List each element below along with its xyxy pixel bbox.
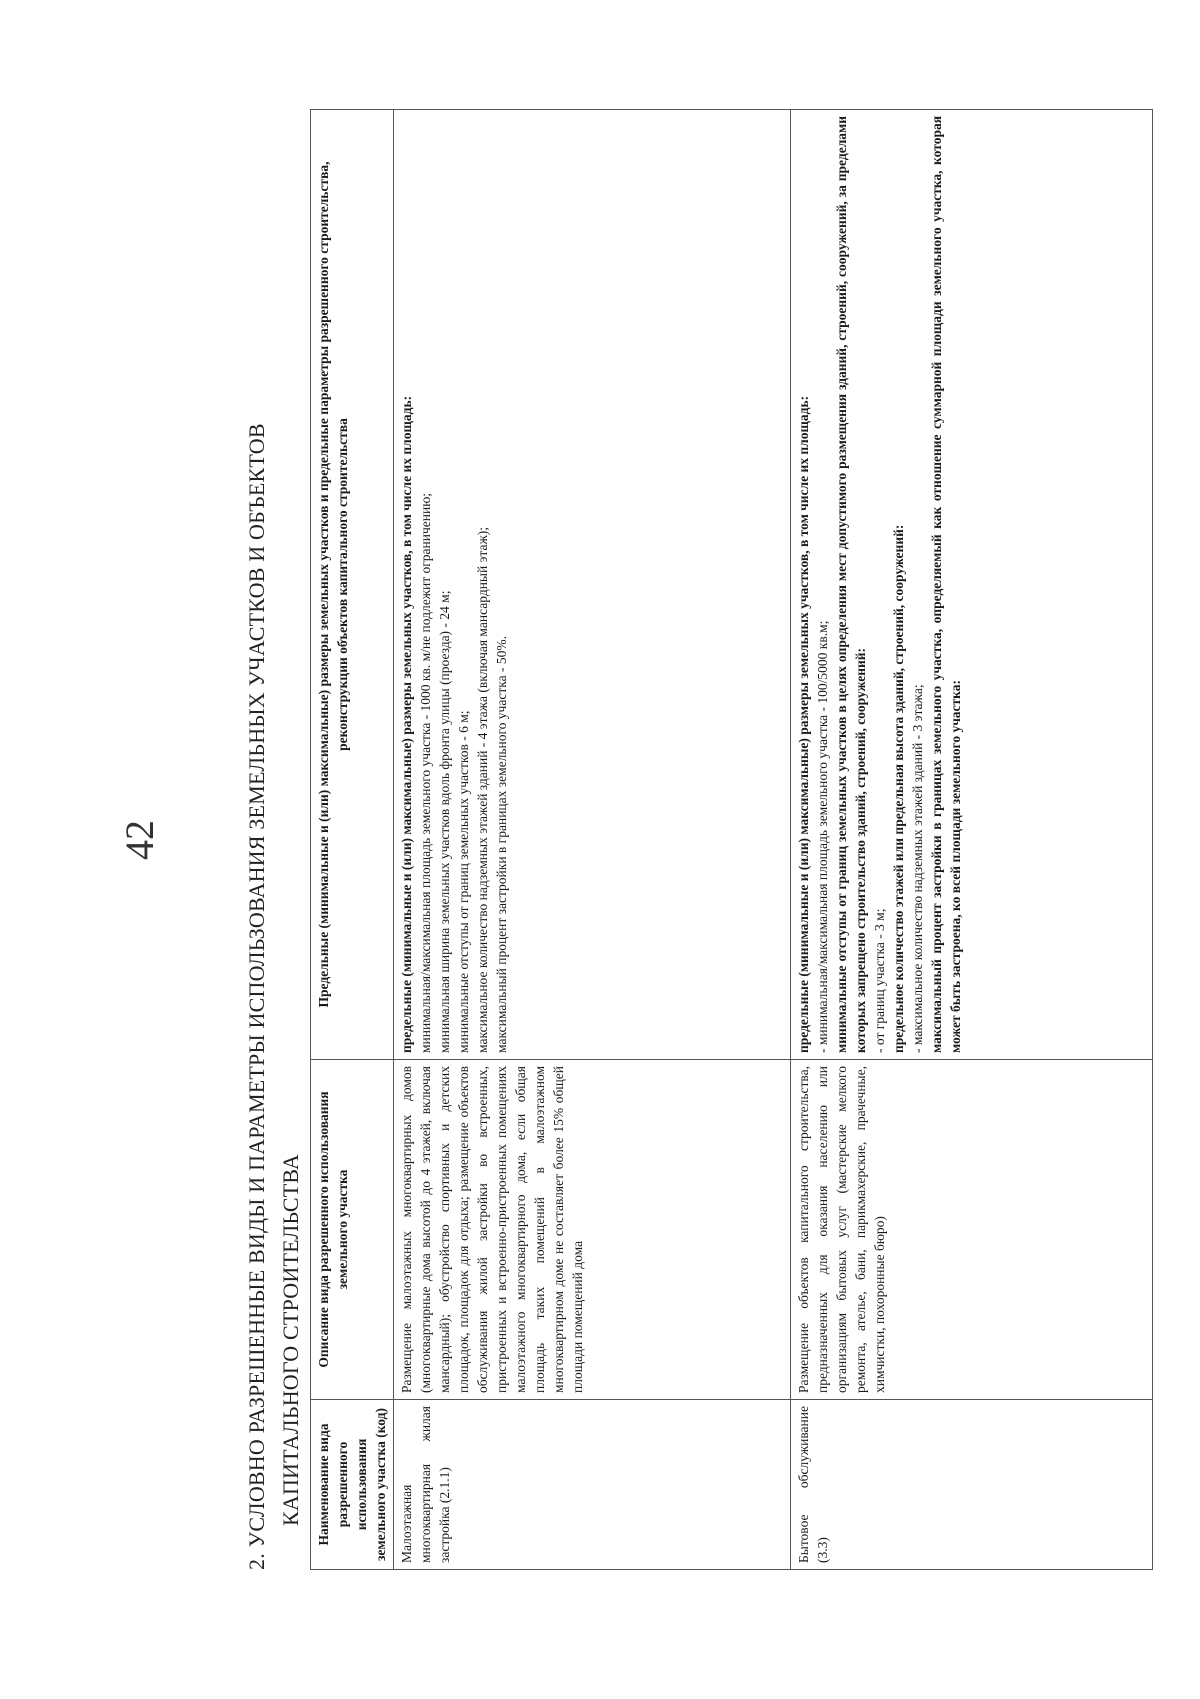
cell-use-description: Размещение малоэтажных многоквартирных домов (многоквартирные дома высотой до 4 этажей, включая мансардный); обустройство спортивных и детских площадок, площадок для отдыха; размещение объектов обслуживания жилой застройки во встроенных, пристроенных и встроенно-пристроенных помещениях малоэтажного многоквартирного дома, если общая площадь таких помещений в малоэтажном многоквартирном доме не составляет более 15% общей площади помещений дома [394, 1060, 791, 1400]
cell-use-description: Размещение объектов капитального строительства, предназначенных для оказания населению или организациям бытовых услуг (мастерские мелкого ремонта, ателье, бани, парикмахерские, прачечные, химчистки, похоронные бюро) [791, 1060, 1153, 1400]
cell-use-name: Малоэтажная многоквартирная жилая застройка (2.1.1) [394, 1400, 791, 1570]
param-line: минимальные отступы от границ земельных участков в целях определения мест допустимого размещения зданий, строений, сооружений, за пределами которых запрещено строительство зданий, строений, сооружений: [834, 116, 868, 1053]
param-line: - минимальная/максимальная площадь земельного участка - 100/5000 кв.м; [815, 620, 830, 1053]
table-row [791, 110, 1153, 1570]
header-use-name: Наименование вида разрешенного использования земельного участка (код) [311, 1400, 394, 1570]
permitted-uses-table [310, 109, 1153, 1570]
param-line: - от границ участка - 3 м; [872, 908, 887, 1053]
param-line: минимальная/максимальная площадь земельного участка - 1000 кв. м/не подлежит ограничению; [418, 492, 433, 1053]
param-line: предельные (минимальные и (или) максимальные) размеры земельных участков, в том числе их площадь: [796, 395, 811, 1053]
param-line: минимальная ширина земельных участков вдоль фронта улицы (проезда) - 24 м; [437, 590, 452, 1053]
header-use-description: Описание вида разрешенного использования земельного участка [311, 1060, 394, 1400]
section-heading [240, 110, 308, 1570]
section-heading-line1: 2. УСЛОВНО РАЗРЕШЕННЫЕ ВИДЫ И ПАРАМЕТРЫ ИСПОЛЬЗОВАНИЯ ЗЕМЕЛЬНЫХ УЧАСТКОВ И ОБЪЕКТОВ [244, 423, 269, 1570]
header-parameters: Предельные (минимальные и (или) максимальные) размеры земельных участков и предельные параметры разрешенного строительства, реконструкции объектов капитального строительства [311, 110, 394, 1060]
param-line: максимальное количество надземных этажей зданий - 4 этажа (включая мансардный этаж); [475, 526, 490, 1053]
table-header-row [311, 110, 394, 1570]
param-line: минимальные отступы от границ земельных участков - 6 м; [456, 710, 471, 1053]
table-row [394, 110, 791, 1570]
param-line: - максимальное количество надземных этажей зданий - 3 этажа; [910, 684, 925, 1053]
rotated-page [117, 110, 1120, 1570]
param-line: предельное количество этажей или предельная высота зданий, строений, сооружений: [891, 524, 906, 1053]
cell-parameters [394, 110, 791, 1060]
section-heading-line2: КАПИТАЛЬНОГО СТРОИТЕЛЬСТВА [278, 1154, 303, 1526]
cell-use-name: Бытовое обслуживание (3.3) [791, 1400, 1153, 1570]
param-line: максимальный процент застройки в границах земельного участка - 50%. [494, 636, 509, 1053]
param-line: максимальный процент застройки в границах земельного участка, определяемый как отношение суммарной площади земельного участка, которая может быть застроена, ко всей площади земельного участка: [929, 116, 963, 1053]
param-line: предельные (минимальные и (или) максимальные) размеры земельных участков, в том числе их площадь: [399, 395, 414, 1053]
cell-parameters [791, 110, 1153, 1060]
page-number: 42 [117, 820, 162, 860]
